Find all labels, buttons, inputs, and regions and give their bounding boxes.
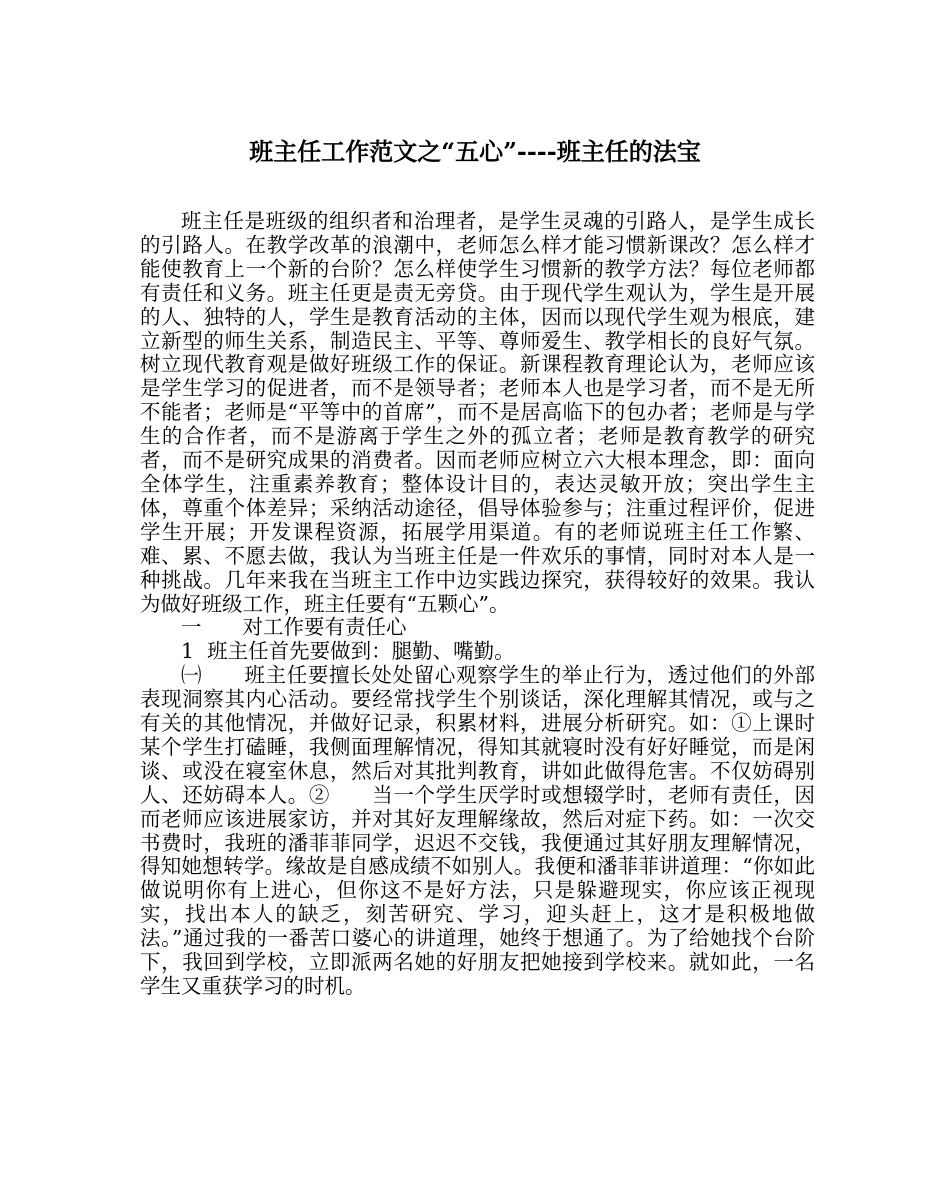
intro-paragraph: 班主任是班级的组织者和治理者，是学生灵魂的引路人，是学生成长的引路人。在教学改革的浪潮中，老师怎么样才能习惯新课改？怎么样才能使教育上一个新的台阶？怎么样使学生习惯新的教学方法？每位老师都有责任和义务。班主任更是责无旁贷。由于现代学生观认为，学生是开展的人、独特的人，学生是教育活动的主体，因而以现代学生观为根底，建立新型的师生关系，制造民主、平等、尊师爱生、教学相长的良好气氛。树立现代教育观是做好班级工作的保证。新课程教育理论认为，老师应该是学生学习的促进者，而不是领导者；老师本人也是学习者，而不是无所不能者；老师是“平等中的首席”，而不是居高临下的包办者；老师是与学生的合作者，而不是游离于学生之外的孤立者；老师是教育教学的研究者，而不是研究成果的消费者。因而老师应树立六大根本理念，即：面向全体学生，注重素养教育；整体设计目的，表达灵敏开放；突出学生主体，尊重个体差异；采纳活动途径，倡导体验参与；注重过程评价，促进学生开展；开发课程资源，拓展学用渠道。有的老师说班主任工作繁、难、累、不愿去做，我认为当班主任是一件欢乐的事情，同时对本人是一种挑战。几年来我在当班主工作中边实践边探究，获得较好的效果。我认为做好班级工作，班主任要有“五颗心”。 xyxy=(140,209,815,616)
document-body xyxy=(140,210,815,999)
body-paragraph: ㈠ 班主任要擅长处处留心观察学生的举止行为，透过他们的外部表现洞察其内心活动。要经常找学生个别谈话，深化理解其情况，或与之有关的其他情况，并做好记录，积累材料，进展分析研究。如：①上课时某个学生打磕睡，我侧面理解情况，得知其就寝时没有好好睡觉，而是闲谈、或没在寝室休息，然后对其批判教育，讲如此做得危害。不仅妨碍别人、还妨碍本人。② 当一个学生厌学时或想辍学时，老师有责任，因而老师应该进展家访，并对其好友理解缘故，然后对症下药。如：一次交书费时，我班的潘菲菲同学，迟迟不交钱，我便通过其好朋友理解情况，得知她想转学。缘故是自感成绩不如别人。我便和潘菲菲讲道理：“你如此做说明你有上进心，但你这不是好方法，只是躲避现实，你应该正视现实，找出本人的缺乏，刻苦研究、学习，迎头赶上，这才是积极地做法。”通过我的一番苦口婆心的讲道理，她终于想通了。为了给她找个台阶下，我回到学校，立即派两名她的好朋友把她接到学校来。就如此，一名学生又重获学习的时机。 xyxy=(140,663,815,998)
subheading: 1 班主任首先要做到：腿勤、嘴勤。 xyxy=(181,639,515,664)
section-heading: 一 对工作要有责任心 xyxy=(181,615,407,640)
document-title: 班主任工作范文之“五心”----班主任的法宝 xyxy=(249,137,701,166)
